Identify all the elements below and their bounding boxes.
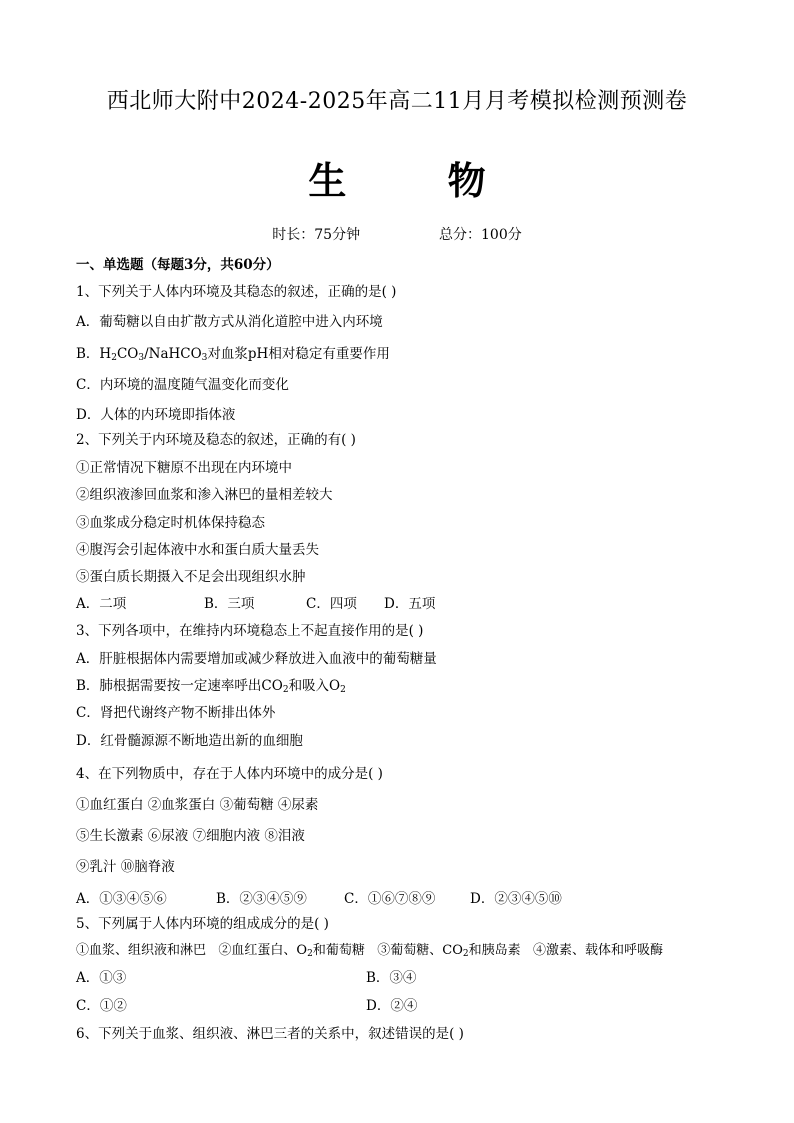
q2-statement-1: ①正常情况下糖原不出现在内环境中 (76, 460, 292, 476)
q5-item-4: ④激素、载体和呼吸酶 (533, 943, 664, 958)
q5-item-3: ③葡萄糖、$CO_2$和胰岛素 (377, 943, 521, 959)
q5-option-c: C．①② (76, 998, 127, 1014)
q1-option-b: B．$H_2CO_3/NaHCO_3$对血浆pH相对稳定有重要作用 (76, 346, 390, 363)
q4-items-row-2: ⑤生长激素 ⑥尿液 ⑦细胞内液 ⑧泪液 (76, 828, 305, 844)
q2-statement-5: ⑤蛋白质长期摄入不足会出现组织水肿 (76, 569, 306, 585)
q4-option-d: D．②③④⑤⑩ (470, 891, 562, 907)
q3-option-c: C．肾把代谢终产物不断排出体外 (76, 705, 276, 721)
q4-items-row-3: ⑨乳汁 ⑩脑脊液 (76, 859, 175, 875)
q3-option-b: B．肺根据需要按一定速率呼出$CO_2$和吸入$O_2$ (76, 678, 346, 695)
q1-option-d: D．人体的内环境即指体液 (76, 407, 236, 423)
q3-option-a: A．肝脏根据体内需要增加或减少释放进入血液中的葡萄糖量 (76, 651, 437, 667)
q5-options-row-1 (76, 969, 417, 987)
duration-label: 时长：75分钟 (272, 227, 361, 243)
section-heading: 一、单选题（每题3分，共60分） (76, 257, 280, 273)
q2-options (76, 595, 436, 613)
question-3-stem: 3、下列各项中，在维持内环境稳态上不起直接作用的是( ) (76, 623, 424, 639)
q3-option-d: D．红骨髓源源不断地造出新的血细胞 (76, 733, 303, 749)
question-2-stem: 2、下列关于内环境及稳态的叙述，正确的有( ) (76, 432, 356, 448)
q5-item-1: ①血浆、组织液和淋巴 (76, 943, 207, 958)
q5-option-a: A．①③ (76, 970, 127, 986)
q2-statement-3: ③血浆成分稳定时机体保持稳态 (76, 515, 265, 531)
q5-option-d: D．②④ (366, 998, 418, 1014)
q5-option-b: B．③④ (366, 970, 417, 986)
q4-option-b: B．②③④⑤⑨ (216, 891, 307, 907)
q2-option-a: A．二项 (76, 596, 127, 612)
subject-title: 生 物 (308, 158, 530, 203)
q2-option-d: D．五项 (384, 596, 436, 612)
q4-option-a: A．①③④⑤⑥ (76, 891, 167, 907)
q5-item-2: ②血红蛋白、$O_2$和葡萄糖 (218, 943, 365, 959)
q5-options-row-2 (76, 997, 418, 1015)
q2-statement-2: ②组织液渗回血浆和渗入淋巴的量相差较大 (76, 487, 333, 503)
question-1-stem: 1、下列关于人体内环境及其稳态的叙述，正确的是( ) (76, 284, 397, 300)
q4-option-c: C．①⑥⑦⑧⑨ (344, 891, 436, 907)
q1-option-a: A．葡萄糖以自由扩散方式从消化道腔中进入内环境 (76, 314, 383, 330)
q4-items-row-1: ①血红蛋白 ②血浆蛋白 ③葡萄糖 ④尿素 (76, 797, 319, 813)
q1-option-c: C．内环境的温度随气温变化而变化 (76, 377, 289, 393)
question-4-stem: 4、在下列物质中，存在于人体内环境中的成分是( ) (76, 766, 383, 782)
q4-options (76, 890, 562, 908)
q2-statement-4: ④腹泻会引起体液中水和蛋白质大量丢失 (76, 542, 319, 558)
q2-option-b: B．三项 (204, 596, 255, 612)
q2-option-c: C．四项 (306, 596, 357, 612)
exam-meta (0, 224, 794, 244)
q5-items (76, 942, 663, 960)
question-5-stem: 5、下列属于人体内环境的组成成分的是( ) (76, 916, 329, 932)
total-score-label: 总分：100分 (439, 227, 522, 243)
question-6-stem: 6、下列关于血浆、组织液、淋巴三者的关系中，叙述错误的是( ) (76, 1026, 464, 1042)
exam-title: 西北师大附中2024-2025年高二11月月考模拟检测预测卷 (106, 89, 688, 114)
